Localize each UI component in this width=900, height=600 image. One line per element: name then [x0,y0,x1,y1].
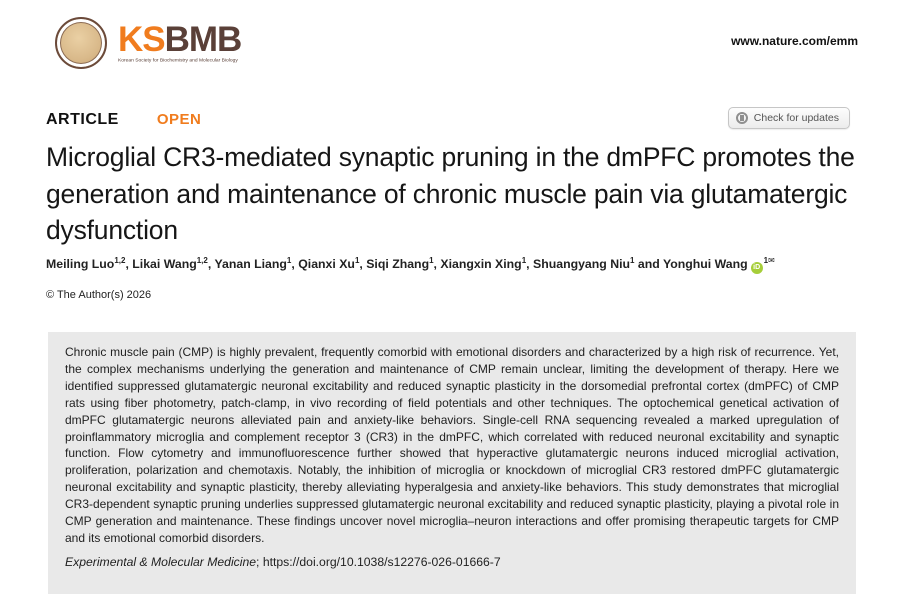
author-separator: , [526,257,533,272]
orcid-icon[interactable]: iD [751,262,763,274]
author-affiliation-sup: 1,2 [114,256,126,265]
doi-link[interactable]: https://doi.org/10.1038/s12276-026-01666-7 [262,554,501,569]
author-separator: , [125,257,133,272]
citation-separator: ; [256,554,263,569]
logo-tagline: Korean Society for Biochemistry and Molecular Biology [118,57,238,63]
check-for-updates-label: Check for updates [753,112,839,124]
journal-url[interactable]: www.nature.com/emm [731,34,858,48]
journal-name: Experimental & Molecular Medicine [65,554,257,569]
ksbmb-emblem-icon [55,17,107,69]
author-affiliation-sup: 1 [630,256,635,265]
abstract-text: Chronic muscle pain (CMP) is highly prevalent, frequently comorbid with emotional disorders and characterized by a high risk of recurrence. Yet, the complex mechanisms underlying the generation and maintenance of CMP remain unclear, limiting the development of therapy. Here we identified suppressed glutamatergic neuronal excitability and reduced synaptic plasticity in the dorsomedial prefrontal cortex (dmPFC) of CMP rats using fiber photometry, patch-clamp, in vivo recording of field potentials and other techniques. The optochemical genetical activation of dmPFC glutamatergic neurons alleviated pain and anxiety-like behaviors. Single-cell RNA sequencing revealed a marked upregulation of proinflammatory microglia and complement receptor 3 (CR3) in the dmPFC, which correlated with reduced neuronal excitability and synaptic function. Flow cytometry and immunofluorescence further showed that hyperactive glutamatergic neurons induced microglial activation, proliferation, polarization and chemotaxis. Notably, the inhibition of microglia or knockdown of microglial CR3 restored dmPFC glutamatergic neuronal excitability and synaptic plasticity, thereby alleviating hyperalgesia and anxiety-like behaviors. This study demonstrates that microglial CR3-dependent synaptic pruning underlies suppressed glutamatergic neuronal excitability and reduced synaptic plasticity, playing a pivotal role in CMP generation and maintenance. These findings uncover novel microglia–neuron interactions and offer promising therapeutic targets for CMP and its emotional comorbid disorders. [65,345,839,545]
article-type-label: ARTICLE [46,111,119,128]
abstract-box [48,332,856,594]
logo-bmb: BMB [164,19,242,59]
article-bar [46,111,201,129]
author-name: Yonghui Wang [662,257,748,272]
author-name: Siqi Zhang [366,257,430,272]
author-affiliation-sup: 1 [521,256,527,265]
logo-wordmark [118,19,264,59]
author-name: Meiling Luo [46,257,115,272]
check-for-updates-button[interactable] [728,107,850,129]
author-affiliation-sup: 1 [429,256,434,265]
author-name: Yanan Liang [214,257,287,272]
author-list [46,256,866,274]
paper-title: Microglial CR3-mediated synaptic pruning in the dmPFC promotes the generation and maintenance of chronic muscle pain via glutamatergic dysfunction [46,142,855,245]
logo-ks: KS [118,19,165,59]
citation-line [65,555,839,569]
crossmark-icon [736,112,748,124]
author-separator: , [433,257,441,272]
author-name: Xiangxin Xing [440,257,522,272]
author-affiliation-sup: 1,2 [196,256,208,265]
open-access-label: OPEN [156,111,202,128]
author-separator: , [207,257,215,272]
journal-logo [55,17,264,69]
author-separator: , [359,257,367,272]
author-name: Shuangyang Niu [533,257,631,272]
author-name: Qianxi Xu [298,257,355,272]
author-affiliation-sup: 1 [286,256,292,265]
author-affiliation-sup: 1✉ [763,256,775,265]
author-separator: , [291,257,299,272]
author-name: Likai Wang [132,257,197,272]
copyright-line: © The Author(s) 2026 [46,289,152,301]
author-separator: and [634,257,663,272]
author-affiliation-sup: 1 [354,256,360,265]
logo-text [118,19,264,64]
